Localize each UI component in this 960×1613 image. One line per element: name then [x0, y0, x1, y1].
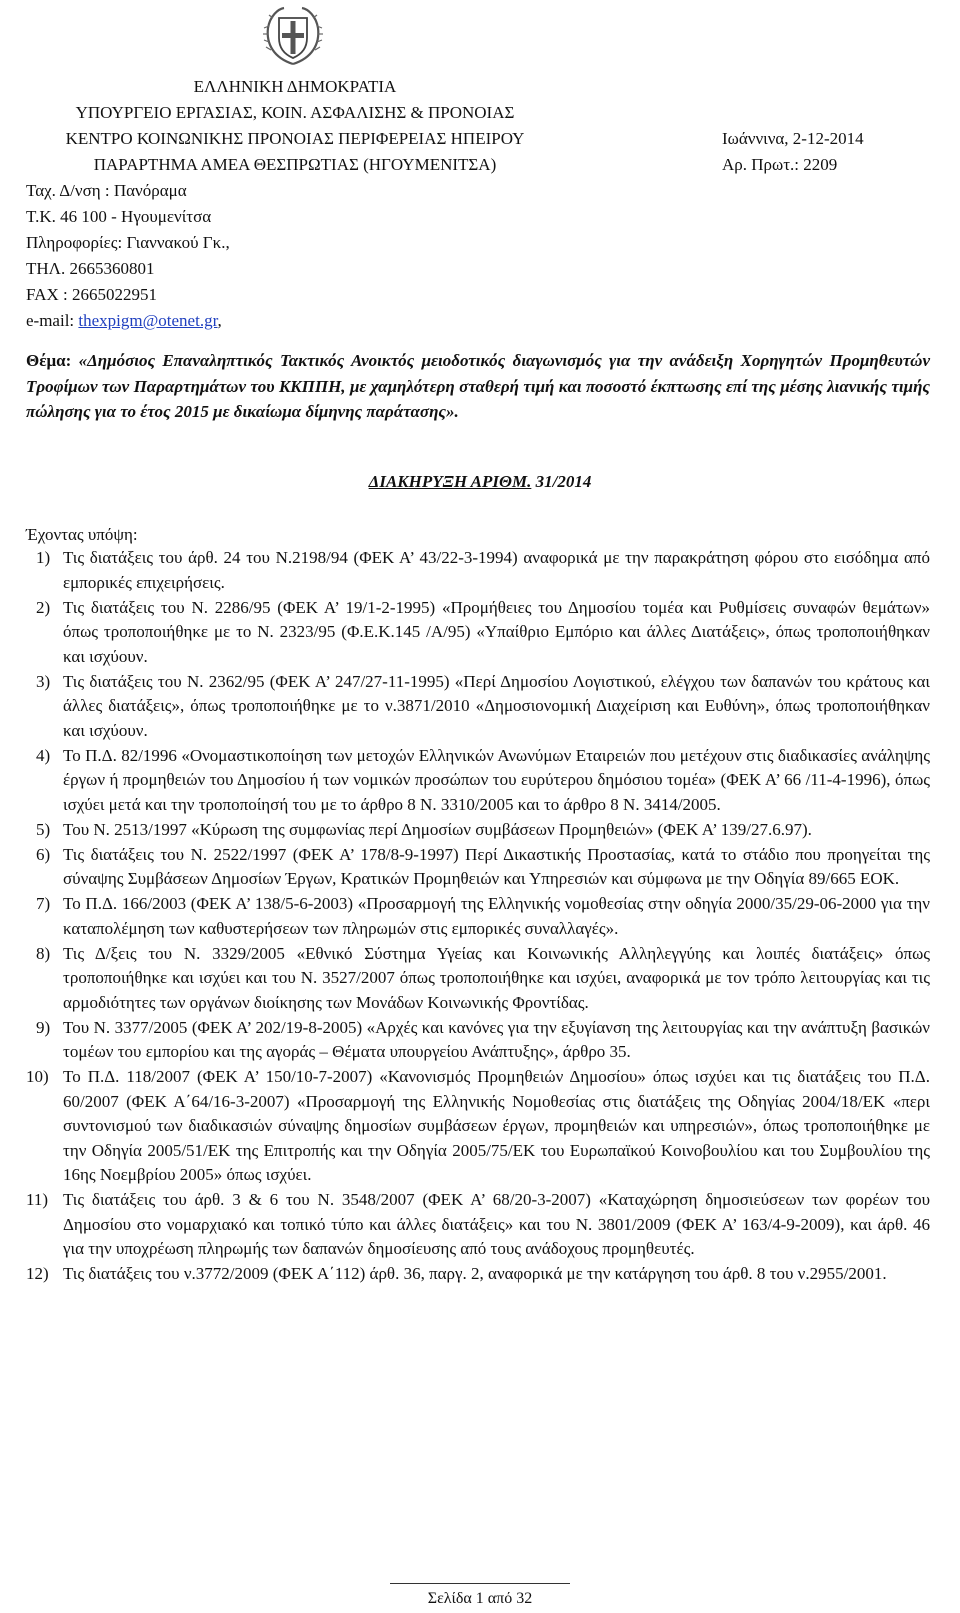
- list-item: [26, 843, 930, 892]
- list-item-text: Τις διατάξεις του άρθ. 3 & 6 του Ν. 3548/2007 (ΦΕΚ Α’ 68/20-3-2007) «Καταχώρηση δημοσιεύσεων των φορέων του Δημοσίου στο νομαρχιακό και τοπικό τύπο και άλλες διατάξεις» και του Ν. 3801/2009 (ΦΕΚ Α’ 163/4-9-2009), και άρθ. 46 για την υποχρέωση πληρωμής των δαπανών δημοσίευσης από τους ανάδοχους προμηθευτές.: [63, 1190, 930, 1258]
- list-item: [26, 670, 930, 744]
- list-item-number: 4): [36, 745, 51, 765]
- list-item: [26, 1262, 930, 1287]
- phone-number: ΤΗΛ. 2665360801: [26, 259, 155, 278]
- list-item-number: 10): [26, 1067, 49, 1086]
- header-line-republic: ΕΛΛΗΝΙΚΗ ΔΗΜΟΚΡΑΤΙΑ: [193, 77, 397, 96]
- footer-divider: [390, 1583, 570, 1584]
- list-item-text: Το Π.Δ. 118/2007 (ΦΕΚ Α’ 150/10-7-2007) «Κανονισμός Προμηθειών Δημοσίου» όπως ισχύει και τις διατάξεις του Π.Δ. 60/2007 (ΦΕΚ Α΄64/16-3-2007) «Προσαρμογή της Ελληνικής Νομοθεσίας στις διατάξεις της Οδηγίας 2004/18/ΕΚ «περι συντονισμού των διαδικασιών σύναψης δημοσίων συμβάσεων έργων, προμηθειών και υπηρεσιών», όπως τροποποιήθηκε με την Οδηγία 2005/51/ΕΚ της Επιτροπής και την Οδηγία 2005/75/ΕΚ του Ευρωπαϊκού Κοινοβουλίου και του Συμβουλίου της 16ης Νοεμβρίου 2005» όπως ισχύει.: [63, 1067, 930, 1184]
- list-item: [26, 596, 930, 670]
- list-item-number: 3): [36, 671, 51, 691]
- list-item-text: Τις διατάξεις του Ν. 2522/1997 (ΦΕΚ Α’ 178/8-9-1997) Περί Δικαστικής Προστασίας, κατά το στάδιο που προηγείται της σύναψης Συμβάσεων Δημοσίων Έργων, Κρατικών Προμηθειών και Υπηρεσιών και σύμφωνα με την Οδηγία 89/665 ΕΟΚ.: [63, 844, 930, 888]
- header-line-branch: ΠΑΡΑΡΤΗΜΑ ΑΜΕΑ ΘΕΣΠΡΩΤΙΑΣ (ΗΓΟΥΜΕΝΙΤΣΑ): [93, 155, 497, 174]
- list-item-text: Τις Δ/ξεις του Ν. 3329/2005 «Εθνικό Σύστημα Υγείας και Κοινωνικής Αλληλεγγύης και λοιπές διατάξεις» όπως τροποποιήθηκε και ισχύει και του Ν. 3527/2007 όπως τροποποιήθηκε και ισχύει, αναφορικά με τον τρόπο λειτουργίας και τις αρμοδιότητες των οργάνων διοίκησης των Μονάδων Κοινωνικής Φροντίδας.: [63, 943, 930, 1012]
- list-item: [26, 1188, 930, 1262]
- fax-number: FAX : 2665022951: [26, 285, 157, 304]
- subject-label: Θέμα:: [26, 351, 72, 370]
- list-item: [26, 892, 930, 941]
- list-item-text: Το Π.Δ. 166/2003 (ΦΕΚ Α’ 138/5-6-2003) «Προσαρμογή της Ελληνικής νομοθεσίας στην οδηγία 2000/35/29-06-2000 για την καταπολέμηση των καθυστερήσεων των πληρωμών στις εμπορικές συναλλαγές».: [63, 894, 930, 938]
- header-line-ministry: ΥΠΟΥΡΓΕΙΟ ΕΡΓΑΣΙΑΣ, ΚΟΙΝ. ΑΣΦΑΛΙΣΗΣ & ΠΡΟΝΟΙΑΣ: [75, 103, 515, 122]
- list-item-text: Τις διατάξεις του ν.3772/2009 (ΦΕΚ Α΄112) άρθ. 36, παργ. 2, αναφορικά με την κατάργηση του άρθ. 8 του ν.2955/2001.: [63, 1264, 887, 1283]
- list-item-number: 8): [36, 943, 51, 963]
- list-item-text: Του Ν. 2513/1997 «Κύρωση της συμφωνίας περί Δημοσίων συμβάσεων Προμηθειών» (ΦΕΚ Α’ 139/27.6.97).: [63, 819, 812, 839]
- list-item-text: Το Π.Δ. 82/1996 «Ονομαστικοποίηση των μετοχών Ελληνικών Ανωνύμων Εταιρειών που μετέχουν στις διαδικασίες ανάληψης έργων ή προμηθειών του Δημοσίου ή των νομικών προσώπων του ευρύτερου δημόσιου τομέα» (ΦΕΚ Α’ 66 /11-4-1996), όπως ισχύει μετά και την τροποποίησή του με το άρθρο 8 Ν. 3310/2005 και το άρθρο 8 Ν. 3414/2005.: [63, 745, 930, 814]
- proclamation-number: 31/2014: [531, 472, 592, 491]
- email-link[interactable]: thexpigm@otenet.gr: [78, 311, 218, 330]
- list-item: [26, 546, 930, 595]
- list-item-number: 6): [36, 844, 51, 864]
- list-item-text: Τις διατάξεις του Ν. 2362/95 (ΦΕΚ Α’ 247/27-11-1995) «Περί Δημοσίου Λογιστικού, ελέγχου των δαπανών του κράτους και άλλες διατάξεις», όπως τροποποιήθηκε με το ν.3871/2010 «Δημοσιονομική Διαχείριση και Ευθύνη», όπως τροποποιήθηκαν και ισχύουν.: [63, 671, 930, 740]
- list-item-number: 9): [36, 1017, 51, 1037]
- postal-address: Ταχ. Δ/νση : Πανόραμα: [26, 181, 187, 200]
- proclamation-title: [0, 471, 960, 493]
- header-line-center: ΚΕΝΤΡΟ ΚΟΙΝΩΝΙΚΗΣ ΠΡΟΝΟΙΑΣ ΠΕΡΙΦΕΡΕΙΑΣ ΗΠΕΙΡΟΥ: [65, 129, 525, 148]
- list-item-number: 1): [36, 548, 51, 567]
- email-label: e-mail:: [26, 311, 79, 330]
- protocol-number: Αρ. Πρωτ.: 2209: [722, 155, 838, 174]
- list-item-text: Τις διατάξεις του άρθ. 24 του Ν.2198/94 (ΦΕΚ Α’ 43/22-3-1994) αναφορικά με την παρακράτηση φόρου στο εισόδημα από εμπορικές επιχειρήσεις.: [63, 548, 930, 592]
- list-item: [26, 818, 930, 843]
- list-item-number: 7): [36, 894, 51, 913]
- list-item-text: Του Ν. 3377/2005 (ΦΕΚ Α’ 202/19-8-2005) «Αρχές και κανόνες για την εξυγίανση της λειτουργίας και την ανάπτυξη βασικών τομέων του εμπορίου και της αγοράς – Θέματα υπουργείου Ανάπτυξης», άρθρο 35.: [63, 1017, 930, 1061]
- considering-heading: Έχοντας υπόψη:: [26, 525, 138, 544]
- email-trailing: ,: [217, 311, 222, 330]
- legal-basis-list: [26, 546, 930, 1287]
- greek-coat-of-arms-icon: [262, 4, 324, 68]
- subject-paragraph: [26, 348, 930, 425]
- list-item-number: 12): [26, 1264, 49, 1283]
- list-item-number: 5): [36, 819, 51, 839]
- list-item-number: 2): [36, 597, 51, 617]
- list-item: [26, 942, 930, 1016]
- email-row: [26, 310, 222, 332]
- proclamation-label: ΔΙΑΚΗΡΥΞΗ ΑΡΙΘΜ.: [368, 472, 532, 491]
- list-item: [26, 1065, 930, 1188]
- place-date: Ιωάννινα, 2-12-2014: [722, 129, 864, 148]
- list-item: [26, 744, 930, 818]
- list-item-text: Τις διατάξεις του Ν. 2286/95 (ΦΕΚ Α’ 19/1-2-1995) «Προμήθειες του Δημοσίου τομέα και Ρυθμίσεις συναφών θεμάτων» όπως τροποποιήθηκε με το Ν. 2323/95 (Φ.Ε.Κ.145 /Α/95) «Υπαίθριο Εμπόριο και άλλες Διατάξεις», όπως τροποποιήθηκαν και ισχύουν.: [63, 597, 930, 666]
- list-item-number: 11): [26, 1190, 49, 1209]
- page-number-footer: Σελίδα 1 από 32: [427, 1590, 533, 1607]
- subject-text: «Δημόσιος Επαναληπτικός Τακτικός Ανοικτός μειοδοτικός διαγωνισμός για την ανάδειξη Χορηγητών Προμηθευτών Τροφίμων των Παραρτημάτων του ΚΚΠΠΗ, με χαμηλότερη σταθερή τιμή και ποσοστό έκπτωσης επί της μέσης λιανικής τιμής πώλησης για το έτος 2015 με δικαίωμα δίμηνης παράτασης».: [26, 351, 930, 421]
- list-item: [26, 1016, 930, 1065]
- postal-code: Τ.Κ. 46 100 - Ηγουμενίτσα: [26, 207, 212, 226]
- info-contact: Πληροφορίες: Γιαννακού Γκ.,: [26, 233, 230, 252]
